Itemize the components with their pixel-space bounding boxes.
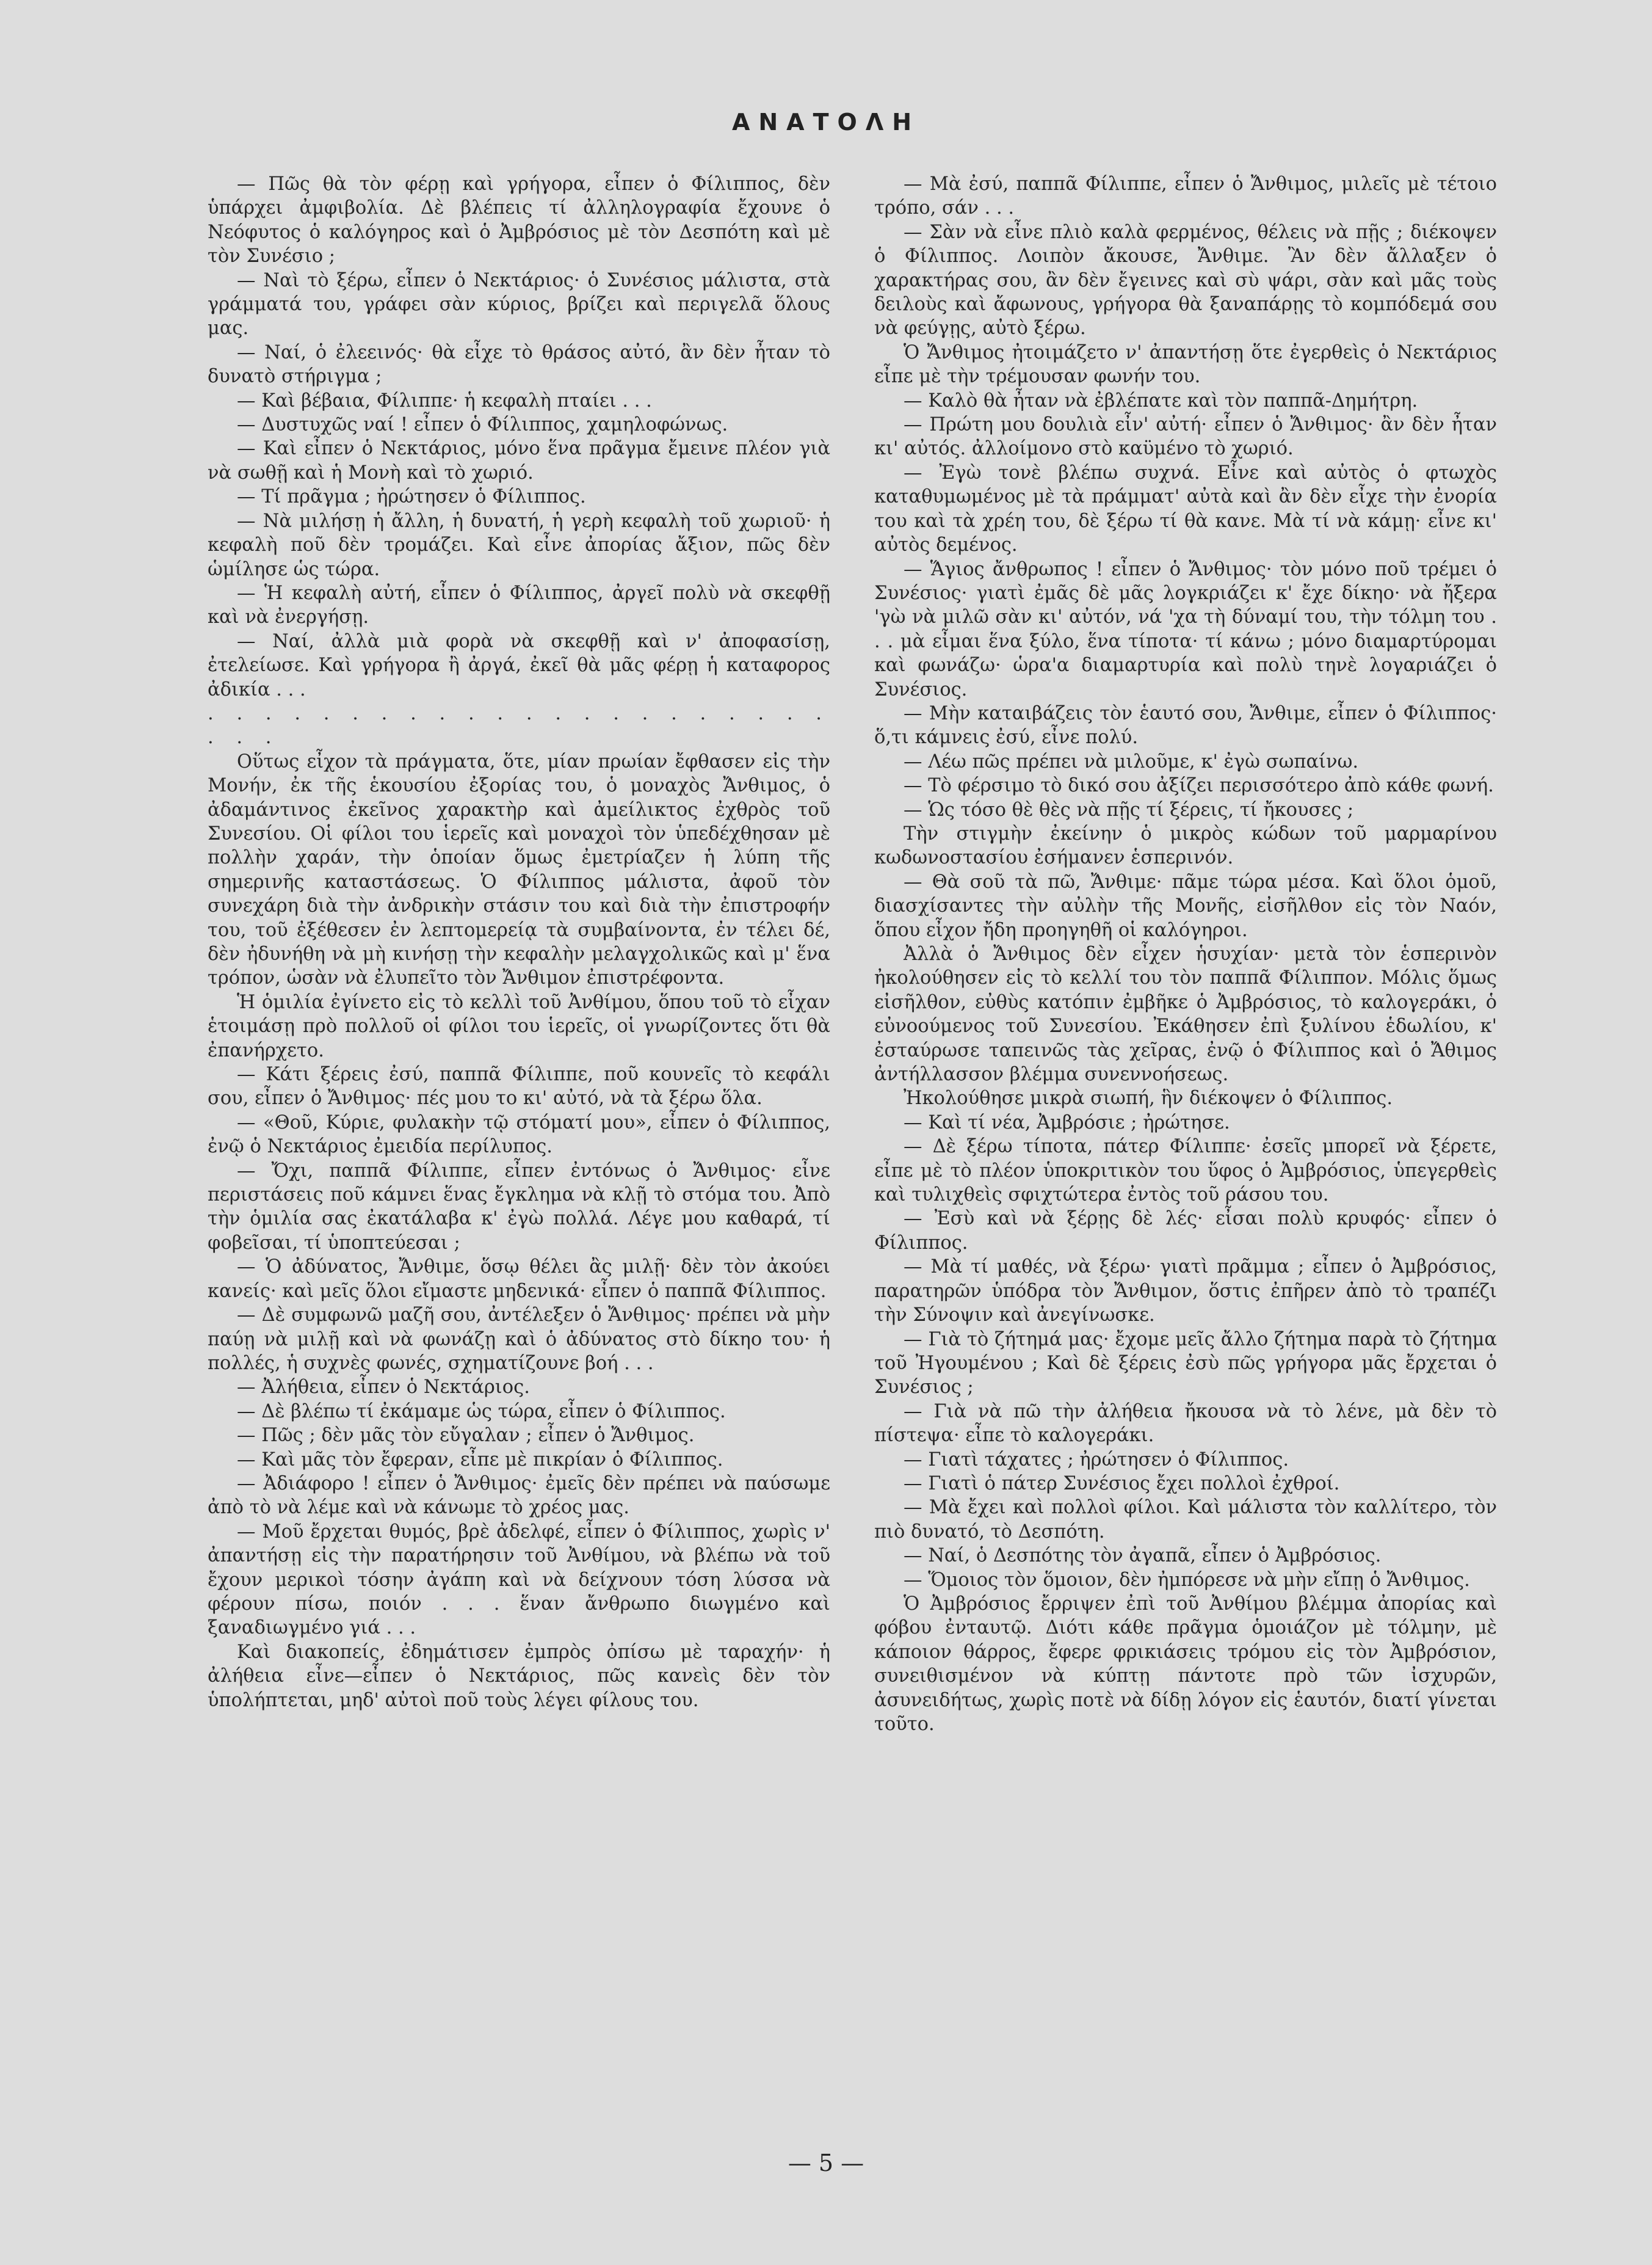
paragraph: — Ἀδιάφορο ! εἶπεν ὁ Ἄνθιμος· ἐμεῖς δὲν πρέπει νὰ παύσωμε ἀπὸ τὸ νὰ λέμε καὶ νὰ κάνωμε τὸ χρέος μας. xyxy=(208,1472,830,1519)
paragraph: — Ἐγὼ τονὲ βλέπω συχνά. Εἶνε καὶ αὐτὸς ὁ φτωχὸς καταθυμωμένος μὲ τὰ πράμματ' αὐτὰ καὶ ἂν δὲν εἶχε τὴν ἐνορία του καὶ τὰ χρέη του, δὲ ξέρω τί θὰ κανε. Μὰ τί νὰ κάμῃ· εἶνε κι' αὐτὸς δεμένος. xyxy=(874,462,1497,556)
paragraph: Ὁ Ἄνθιμος ἠτοιμάζετο ν' ἀπαντήσῃ ὅτε ἐγερθεὶς ὁ Νεκτάριος εἶπε μὲ τὴν τρέμουσαν φωνήν του. xyxy=(874,341,1497,388)
paragraph: — Δὲ βλέπω τί ἐκάμαμε ὡς τώρα, εἶπεν ὁ Φίλιππος. xyxy=(237,1400,726,1422)
paragraph: — Γιὰ τὸ ζήτημά μας· ἔχομε μεῖς ἄλλο ζήτημα παρὰ τὸ ζήτημα τοῦ Ἠγουμένου ; Καὶ δὲ ξέρεις ἐσὺ πῶς γρήγορα μᾶς ἔρχεται ὁ Συνέσιος ; xyxy=(874,1328,1497,1398)
right-column xyxy=(874,172,1497,1736)
paragraph: — Ναί, ὁ Δεσπότης τὸν ἀγαπᾶ, εἶπεν ὁ Ἀμβρόσιος. xyxy=(904,1545,1382,1567)
paragraph: — Καὶ μᾶς τὸν ἔφεραν, εἶπε μὲ πικρίαν ὁ Φίλιππος. xyxy=(237,1449,723,1471)
paragraph: Ἠκολούθησε μικρὰ σιωπή, ἣν διέκοψεν ὁ Φίλιππος. xyxy=(904,1088,1393,1110)
paragraph: — Ἀλήθεια, εἶπεν ὁ Νεκτάριος. xyxy=(237,1376,530,1398)
paragraph: — Μὰ τί μαθές, νὰ ξέρω· γιατὶ πρᾶμμα ; εἶπεν ὁ Ἀμβρόσιος, παρατηρῶν ὑπόδρα τὸν Ἄνθιμον, ὅστις ἐπῆρεν ἀπὸ τὸ τραπέζι τὴν Σύνοψιν καὶ ἀνεγίνωσκε. xyxy=(874,1256,1497,1326)
paragraph: — Ὅμοιος τὸν ὅμοιον, δὲν ἠμπόρεσε νὰ μὴν εἴπῃ ὁ Ἄνθιμος. xyxy=(904,1569,1470,1591)
paragraph: — Δυστυχῶς ναί ! εἶπεν ὁ Φίλιππος, χαμηλοφώνως. xyxy=(237,414,728,436)
paragraph: Ἡ ὁμιλία ἐγίνετο εἰς τὸ κελλὶ τοῦ Ἀνθίμου, ὅπου τοῦ τὸ εἶχαν ἑτοιμάσῃ πρὸ πολλοῦ οἱ φίλοι του ἱερεῖς, οἱ γνωρίζοντες ὅτι θὰ ἐπανήρχετο. xyxy=(208,991,830,1061)
paragraph: — Ὡς τόσο θὲ θὲς νὰ πῇς τί ξέρεις, τί ἤκουσες ; xyxy=(904,799,1354,821)
paragraph: — Καλὸ θὰ ἦταν νὰ ἐβλέπατε καὶ τὸν παππᾶ-Δημήτρη. xyxy=(904,390,1418,412)
paragraph: — Πῶς θὰ τὸν φέρῃ καὶ γρήγορα, εἶπεν ὁ Φίλιππος, δὲν ὑπάρχει ἀμφιβολία. Δὲ βλέπεις τί ἀλληλογραφία ἔχουνε ὁ Νεόφυτος ὁ καλόγηρος καὶ ὁ Ἀμβρόσιος μὲ τὸν Δεσπότη καὶ μὲ τὸν Συνέσιο ; xyxy=(208,173,830,267)
paragraph: — Γιατὶ ὁ πάτερ Συνέσιος ἔχει πολλοὶ ἐχθροί. xyxy=(904,1472,1340,1494)
paragraph: — Ὄχι, παππᾶ Φίλιππε, εἶπεν ἐντόνως ὁ Ἄνθιμος· εἶνε περιστάσεις ποῦ κάμνει ἕνας ἔγκλημα νὰ κλῇ τὸ στόμα του. Ἀπὸ τὴν ὁμιλία σας ἐκατάλαβα κ' ἐγὼ πολλά. Λέγε μου καθαρά, τί φοβεῖσαι, τί ὑποπτεύεσαι ; xyxy=(208,1160,830,1254)
paragraph: — «Θοῦ, Κύριε, φυλακὴν τῷ στόματί μου», εἶπεν ὁ Φίλιππος, ἐνῷ ὁ Νεκτάριος ἐμειδία περίλυπος. xyxy=(208,1111,830,1158)
paragraph: — Ἐσὺ καὶ νὰ ξέρῃς δὲ λές· εἶσαι πολὺ κρυφός· εἶπεν ὁ Φίλιππος. xyxy=(874,1208,1497,1254)
paragraph: — Γιὰ νὰ πῶ τὴν ἀλήθεια ἤκουσα νὰ τὸ λένε, μὰ δὲν τὸ πίστεψα· εἶπε τὸ καλογεράκι. xyxy=(874,1400,1497,1447)
paragraph: — Γιατὶ τάχατες ; ἠρώτησεν ὁ Φίλιππος. xyxy=(904,1449,1289,1471)
paragraph: — Μοῦ ἔρχεται θυμός, βρὲ ἀδελφέ, εἶπεν ὁ Φίλιππος, χωρὶς ν' ἀπαντήσῃ εἰς τὴν παρατήρησιν τοῦ Ἀνθίμου, νὰ βλέπω νὰ τοῦ ἔχουν μερικοὶ τόσην ἀγάπη καὶ νὰ δείχνουν τόση λύσσα νὰ φέρουν πίσω, ποιόν . . . ἕναν ἄνθρωπο διωγμένο καὶ ξαναδιωγμένο γιά . . . xyxy=(208,1521,830,1639)
paragraph: Οὕτως εἶχον τὰ πράγματα, ὅτε, μίαν πρωίαν ἔφθασεν εἰς τὴν Μονήν, ἐκ τῆς ἑκουσίου ἐξορίας του, ὁ μοναχὸς Ἄνθιμος, ὁ ἀδαμάντινος ἐκεῖνος χαρακτὴρ καὶ ἀμείλικτος ἐχθρὸς τοῦ Συνεσίου. Οἱ φίλοι του ἱερεῖς καὶ μοναχοὶ τὸν ὑπεδέχθησαν μὲ πολλὴν χαράν, τὴν ὁποίαν ὅμως ἐμετρίαζεν ἡ λύπη τῆς σημερινῆς καταστάσεως. Ὁ Φίλιππος μάλιστα, ἀφοῦ τὸν συνεχάρη διὰ τὴν ἀνδρικὴν στάσιν του καὶ διὰ τὴν ἐπιστροφήν του, τοῦ ἐξέθεσεν ἐν λεπτομερείᾳ τὰ συμβαίνοντα, ἐν τέλει δέ, δὲν ἠδυνήθη νὰ μὴ κινήσῃ τὴν κεφαλὴν μελαγχολικῶς καὶ μ' ἕνα τρόπον, ὡσὰν νὰ ἐλυπεῖτο τὸν Ἄνθιμον ἐπιστρέφοντα. xyxy=(208,751,830,989)
paragraph: — Τί πρᾶγμα ; ἠρώτησεν ὁ Φίλιππος. xyxy=(237,486,586,508)
paragraph: Καὶ διακοπείς, ἐδημάτισεν ἐμπρὸς ὀπίσω μὲ ταραχήν· ἡ ἀλήθεια εἶνε—εἶπεν ὁ Νεκτάριος, πῶς κανεὶς δὲν τὸν ὑπολήπτεται, μηδ' αὐτοὶ ποῦ τοὺς λέγει φίλους του. xyxy=(208,1641,830,1711)
paragraph: — Νὰ μιλήσῃ ἡ ἄλλη, ἡ δυνατή, ἡ γερὴ κεφαλὴ τοῦ χωριοῦ· ἡ κεφαλὴ ποῦ δὲν τρομάζει. Καὶ εἶνε ἀπορίας ἄξιον, πῶς δὲν ὡμίλησε ὡς τώρα. xyxy=(208,510,830,580)
section-break-dots: . . . . . . . . . . . . . . . . . . . . . . . . . xyxy=(208,702,830,749)
paragraph: Ἀλλὰ ὁ Ἄνθιμος δὲν εἶχεν ἡσυχίαν· μετὰ τὸν ἑσπερινὸν ἠκολούθησεν εἰς τὸ κελλί του τὸν παππᾶ Φίλιππον. Μόλις ὅμως εἰσῆλθον, εὐθὺς κατόπιν ἐμβῆκε ὁ Ἀμβρόσιος, τὸ καλογεράκι, ὁ εὐνοούμενος τοῦ Συνεσίου. Ἐκάθησεν ἐπὶ ξυλίνου ἑδωλίου, κ' ἐσταύρωσε ταπεινῶς τὰς χεῖρας, ἐνῷ ὁ Φίλιππος καὶ ὁ Ἄθιμος ἀντήλλασσον βλέμμα συνεννοήσεως. xyxy=(874,943,1497,1086)
paragraph: — Σὰν νὰ εἶνε πλιὸ καλὰ φερμένος, θέλεις νὰ πῇς ; διέκοψεν ὁ Φίλιππος. Λοιπὸν ἄκουσε, Ἄνθιμε. Ἂν δὲν ἄλλαξεν ὁ χαρακτήρας σου, ἂν δὲν ἔγεινες καὶ σὺ ψάρι, σὰν καὶ μᾶς τοὺς δειλοὺς καὶ ἄφωνους, γρήγορα θὰ ξαναπάρῃς τὸ κομπόδεμά σου νὰ φεύγῃς, αὐτὸ ξέρω. xyxy=(874,221,1497,340)
paragraph: — Δὲ συμφωνῶ μαζῆ σου, ἀντέλεξεν ὁ Ἄνθιμος· πρέπει νὰ μὴν παύῃ νὰ μιλῇ καὶ νὰ φωνάζῃ καὶ ὁ ἀδύνατος στὸ δίκηο του· ἡ πολλές, ἡ συχνὲς φωνές, σχηματίζουνε βοή . . . xyxy=(208,1304,830,1374)
paragraph: — Καὶ τί νέα, Ἀμβρόσιε ; ἠρώτησε. xyxy=(904,1111,1230,1133)
paragraph: — Ναί, ἀλλὰ μιὰ φορὰ νὰ σκεφθῇ καὶ ν' ἀποφασίσῃ, ἐτελείωσε. Καὶ γρήγορα ἢ ἀργά, ἐκεῖ θὰ μᾶς φέρῃ ἡ καταφορος ἀδικία . . . xyxy=(208,630,830,700)
paragraph: — Κάτι ξέρεις ἐσύ, παππᾶ Φίλιππε, ποῦ κουνεῖς τὸ κεφάλι σου, εἶπεν ὁ Ἄνθιμος· πές μου το κι' αὐτό, νὰ τὰ ξέρω ὅλα. xyxy=(208,1064,830,1110)
paragraph: — Τὸ φέρσιμο τὸ δικό σου ἀξίζει περισσότερο ἀπὸ κάθε φωνή. xyxy=(904,775,1494,797)
paragraph: — Ναὶ τὸ ξέρω, εἶπεν ὁ Νεκτάριος· ὁ Συνέσιος μάλιστα, στὰ γράμματά του, γράφει σὰν κύριος, βρίζει καὶ περιγελᾶ ὅλους μας. xyxy=(208,269,830,340)
paragraph: — Δὲ ξέρω τίποτα, πάτερ Φίλιππε· ἐσεῖς μπορεῖ νὰ ξέρετε, εἶπε μὲ τὸ πλέον ὑποκριτικὸν του ὕφος ὁ Ἀμβρόσιος, ὑπεγερθεὶς καὶ τυλιχθεὶς σφιχτώτερα ἐντὸς τοῦ ράσου του. xyxy=(874,1136,1497,1206)
paragraph: — Ἡ κεφαλὴ αὐτή, εἶπεν ὁ Φίλιππος, ἀργεῖ πολὺ νὰ σκεφθῇ καὶ νὰ ἐνεργήσῃ. xyxy=(208,582,830,628)
paragraph: — Πῶς ; δὲν μᾶς τὸν εὔγαλαν ; εἶπεν ὁ Ἄνθιμος. xyxy=(237,1425,695,1447)
paragraph: Ὁ Ἀμβρόσιος ἔρριψεν ἐπὶ τοῦ Ἀνθίμου βλέμμα ἀπορίας καὶ φόβου ἐνταυτῷ. Διότι κάθε πρᾶγμα ὁμοιάζον μὲ τόλμην, μὲ κάποιον θάρρος, ἔφερε φρικιάσεις τρόμου εἰς τὸν Ἀμβρόσιον, συνειθισμένον νὰ κύπτῃ πάντοτε πρὸ τῶν ἰσχυρῶν, ἀσυνειδήτως, χωρὶς ποτὲ νὰ δίδῃ λόγον εἰς ἑαυτόν, διατί γίνεται τοῦτο. xyxy=(874,1593,1497,1735)
paragraph: — Καὶ εἶπεν ὁ Νεκτάριος, μόνο ἕνα πρᾶγμα ἔμεινε πλέον γιὰ νὰ σωθῇ καὶ ἡ Μονὴ καὶ τὸ χωριό. xyxy=(208,438,830,484)
paragraph: — Καὶ βέβαια, Φίλιππε· ἡ κεφαλὴ πταίει . . . xyxy=(237,390,652,412)
paragraph: — Ὁ ἀδύνατος, Ἄνθιμε, ὅσῳ θέλει ἂς μιλῇ· δὲν τὸν ἀκούει κανείς· καὶ μεῖς ὅλοι εἴμαστε μηδενικά· εἶπεν ὁ παππᾶ Φίλιππος. xyxy=(208,1256,830,1302)
paragraph: — Μὰ ἐσύ, παππᾶ Φίλιππε, εἶπεν ὁ Ἄνθιμος, μιλεῖς μὲ τέτοιο τρόπο, σάν . . . xyxy=(874,173,1497,219)
left-column xyxy=(208,172,830,1712)
paragraph: — Ναί, ὁ ἐλεεινός· θὰ εἶχε τὸ θράσος αὐτό, ἂν δὲν ἦταν τὸ δυνατὸ στήριγμα ; xyxy=(208,341,830,388)
paragraph: Τὴν στιγμὴν ἐκείνην ὁ μικρὸς κώδων τοῦ μαρμαρίνου κωδωνοστασίου ἐσήμανεν ἑσπερινόν. xyxy=(874,823,1497,869)
paragraph: — Μὰ ἔχει καὶ πολλοὶ φίλοι. Καὶ μάλιστα τὸν καλλίτερο, τὸν πιὸ δυνατό, τὸ Δεσπότη. xyxy=(874,1497,1497,1543)
paragraph: — Πρώτη μου δουλιὰ εἶν' αὐτή· εἶπεν ὁ Ἄνθιμος· ἂν δὲν ἦταν κι' αὐτός. ἀλλοίμονο στὸ καϋμένο τὸ χωριό. xyxy=(874,414,1497,460)
page-number: — 5 — xyxy=(788,2150,864,2176)
paragraph: — Θὰ σοῦ τὰ πῶ, Ἄνθιμε· πᾶμε τώρα μέσα. Καὶ ὅλοι ὁμοῦ, διασχίσαντες τὴν αὐλὴν τῆς Μονῆς, εἰσῆλθον εἰς τὸν Ναόν, ὅπου εἶχον ἤδη προηγηθῆ οἱ καλόγηροι. xyxy=(874,871,1497,941)
running-header: ΑΝΑΤΟΛΗ xyxy=(731,109,921,136)
paragraph: — Λέω πῶς πρέπει νὰ μιλοῦμε, κ' ἐγὼ σωπαίνω. xyxy=(904,751,1359,773)
paragraph: — Μὴν καταιβάζεις τὸν ἑαυτό σου, Ἄνθιμε, εἶπεν ὁ Φίλιππος· ὅ,τι κάμνεις ἐσύ, εἶνε πολύ. xyxy=(874,702,1497,749)
paragraph: — Ἅγιος ἄνθρωπος ! εἶπεν ὁ Ἄνθιμος· τὸν μόνο ποῦ τρέμει ὁ Συνέσιος· γιατὶ ἐμᾶς δὲ μᾶς λογκριάζει κ' ἔχε δίκηο· νὰ ἤξερα 'γὼ νὰ μιλῶ σὰν κι' αὐτόν, νά 'χα τὴ δύναμί του, τὴν τόλμη του . . . μὰ εἶμαι ἕνα ξύλο, ἕνα τίποτα· τί κάνω ; μόνο διαμαρτύρομαι καὶ φωνάζω· ὡρα'α διαμαρτυρία καὶ πολὺ τηνὲ λογαριάζει ὁ Συνέσιος. xyxy=(874,558,1497,700)
